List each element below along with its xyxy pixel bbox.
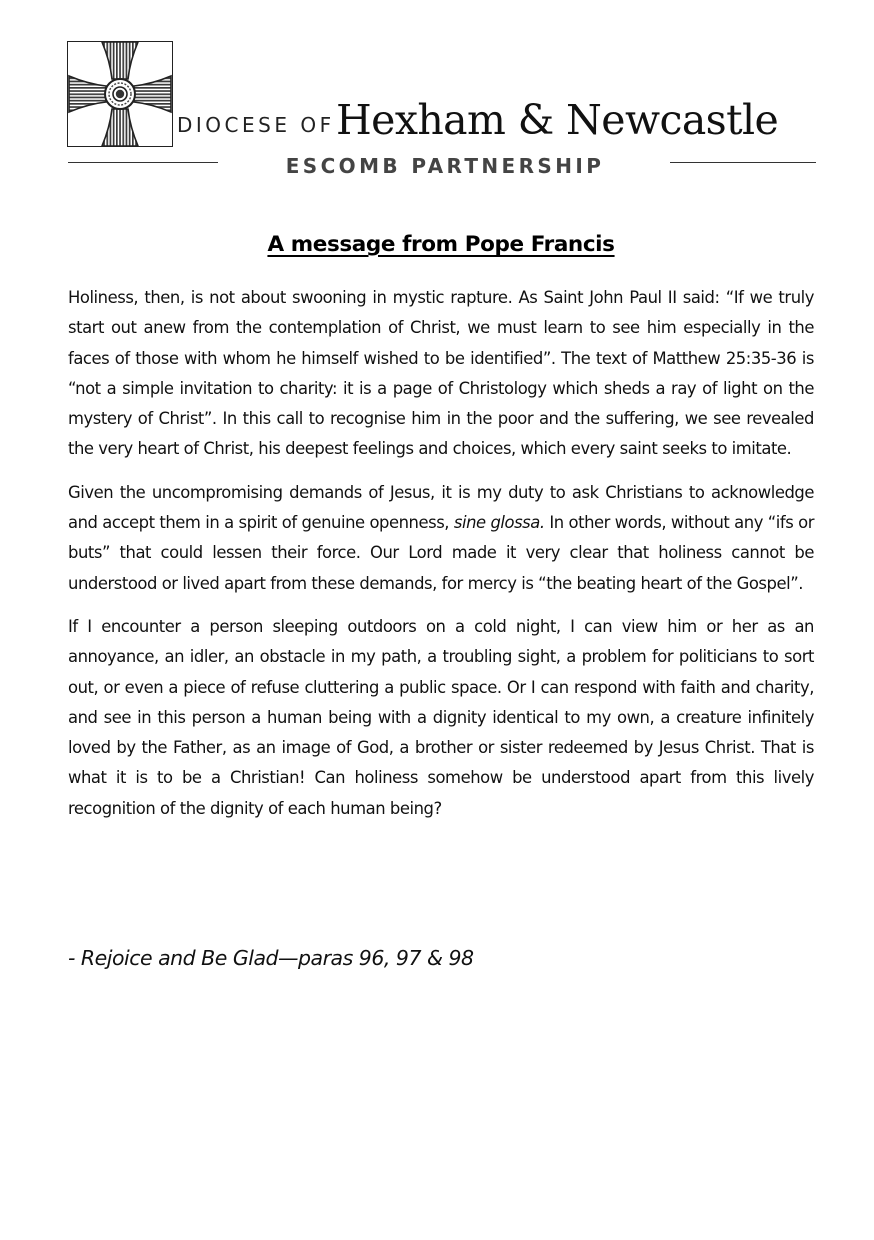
- paragraph-2: [68, 478, 814, 599]
- header-rule-left: [68, 162, 218, 163]
- header-rule-right: [670, 162, 816, 163]
- paragraph-2-italic-phrase: sine glossa.: [453, 513, 545, 533]
- message-body: [68, 283, 814, 837]
- diocese-logo: [67, 41, 173, 147]
- paragraph-1: Holiness, then, is not about swooning in mystic rapture. As Saint John Paul II said: “If we truly start out anew from the contemplation of Christ, we must learn to see him especially in the faces of those with whom he himself wished to be identified”. The text of Matthew 25:35-36 is “not a simple invitation to charity: it is a page of Christology which sheds a ray of light on the mystery of Christ”. In this call to recognise him in the poor and the suffering, we see revealed the very heart of Christ, his deepest feelings and choices, which every saint seeks to imitate.: [68, 288, 814, 459]
- page-title: A message from Pope Francis: [267, 232, 615, 257]
- diocese-of-label: DIOCESE OF: [177, 113, 335, 137]
- source-citation: - Rejoice and Be Glad—paras 96, 97 & 98: [68, 946, 474, 970]
- paragraph-3: If I encounter a person sleeping outdoors on a cold night, I can view him or her as an annoyance, an idler, an obstacle in my path, a troubling sight, a problem for politicians to sort out, or even a piece of refuse cluttering a public space. Or I can respond with faith and charity, and see in this person a human being with a dignity identical to my own, a creature infinitely loved by the Father, as an image of God, a brother or sister redeemed by Jesus Christ. That is what it is to be a Christian! Can holiness somehow be understood apart from this lively recognition of the dignity of each human being?: [68, 616, 814, 818]
- partnership-name: ESCOMB PARTNERSHIP: [285, 154, 605, 178]
- paragraph-2-text-end: In other words, without any “ifs or buts” that could lessen their force. Our Lord made it very clear that holiness cannot be understood or lived apart from these demands, for mercy is “the beating heart of the Gospel”.: [68, 513, 814, 593]
- diocese-name: Hexham & Newcastle: [336, 96, 779, 144]
- celtic-cross-icon: [68, 39, 172, 149]
- paragraph-2-text-start: Given the uncompromising demands of Jesus, it is my duty to ask Christians to acknowledge and accept them in a spirit of genuine openness,: [68, 482, 814, 533]
